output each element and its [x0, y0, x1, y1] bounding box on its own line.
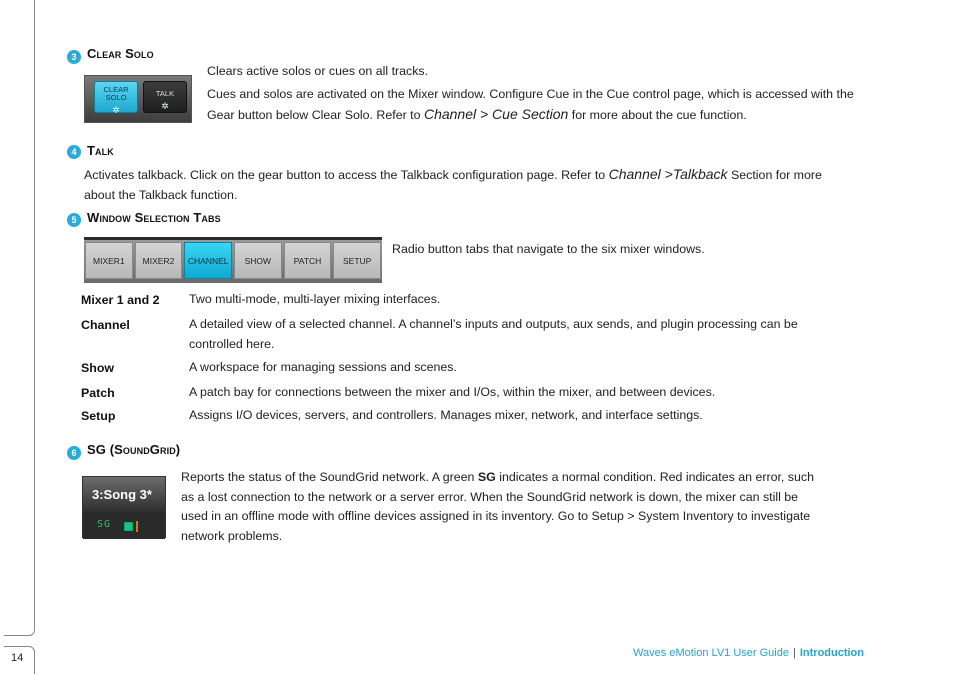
tab-setup: SETUP: [333, 242, 381, 279]
cross-reference: Channel > Cue Section: [423, 105, 569, 122]
definition-desc: A workspace for managing sessions and scenes.: [189, 360, 457, 374]
page-margin-curve: [4, 618, 35, 636]
section-heading-talk: Talk: [87, 143, 114, 158]
tab-channel: CHANNEL: [184, 242, 232, 279]
page-margin-line: [34, 0, 35, 630]
clear-solo-talk-image: [84, 75, 192, 123]
sg-status-label: SG: [97, 519, 112, 530]
gear-icon: ✲: [112, 105, 120, 115]
tab-show: SHOW: [234, 242, 282, 279]
sg-status-marker: [136, 521, 138, 532]
sg-desc: Reports the status of the SoundGrid network. A green SG indicates a normal condition. Red indicates an error, such as a lost connection to the network or a server error. When the SoundGrid network is down, the mixer can still be used in an offline mode with offline devices assigned in its inventory. Go to Setup > System Inventory to investigate network problems.: [181, 470, 814, 543]
tab-patch: PATCH: [284, 242, 332, 279]
definition-desc: A patch bay for connections between the mixer and I/Os, within the mixer, and between devices.: [189, 385, 716, 399]
sg-status-indicator: [124, 522, 133, 531]
song-label: 3:Song 3*: [92, 487, 152, 502]
definition-desc: A detailed view of a selected channel. A channel’s inputs and outputs, aux sends, and plugin processing can be controlled here.: [189, 317, 798, 351]
section-number-badge: 5: [67, 213, 81, 227]
clear-solo-button-image: CLEAR SOLO ✲: [94, 81, 138, 113]
footer-section: Introduction: [799, 647, 864, 659]
definition-desc: Assigns I/O devices, servers, and controllers. Manages mixer, network, and interface settings.: [189, 408, 703, 422]
gear-icon: ✲: [161, 101, 169, 111]
soundgrid-status-image: [82, 476, 166, 538]
window-tabs-image: [84, 237, 382, 283]
talk-desc: Activates talkback. Click on the gear button to access the Talkback configuration page. Refer to Channel >Talkback Section for more about the Talkback function.: [84, 166, 822, 202]
section-number-badge: 4: [67, 145, 81, 159]
definition-term: Channel: [81, 318, 130, 332]
definition-term: Show: [81, 361, 115, 375]
tabs-desc: Radio button tabs that navigate to the six mixer windows.: [392, 242, 705, 256]
footer-doc-title: Waves eMotion LV1 User Guide: [633, 647, 789, 659]
definition-desc: Two multi-mode, multi-layer mixing interfaces.: [189, 292, 441, 306]
section-number-badge: 3: [67, 50, 81, 64]
talk-button-image: TALK ✲: [143, 81, 187, 113]
footer-separator: |: [792, 647, 796, 659]
section-number-badge: 6: [67, 446, 81, 460]
definition-term: Mixer 1 and 2: [81, 293, 160, 307]
page-footer: [633, 647, 864, 659]
definition-term: Patch: [81, 386, 115, 400]
clear-solo-desc-2: Cues and solos are activated on the Mixer window. Configure Cue in the Cue control page, which is accessed with the Gear button below Clear Solo. Refer to Channel > Cue Section for more about the cue function.: [207, 87, 854, 122]
clear-solo-desc: Clears active solos or cues on all tracks.: [207, 64, 429, 78]
section-heading-window-selection-tabs: Window Selection Tabs: [87, 210, 221, 225]
page-number: 14: [11, 652, 24, 664]
tab-mixer2: MIXER2: [135, 242, 183, 279]
section-heading-sg: SG (SoundGrid): [87, 442, 181, 457]
tab-mixer1: MIXER1: [85, 242, 133, 279]
definition-term: Setup: [81, 409, 116, 423]
cross-reference: Channel >Talkback: [608, 166, 728, 182]
section-heading-clear-solo: Clear Solo: [87, 46, 154, 61]
